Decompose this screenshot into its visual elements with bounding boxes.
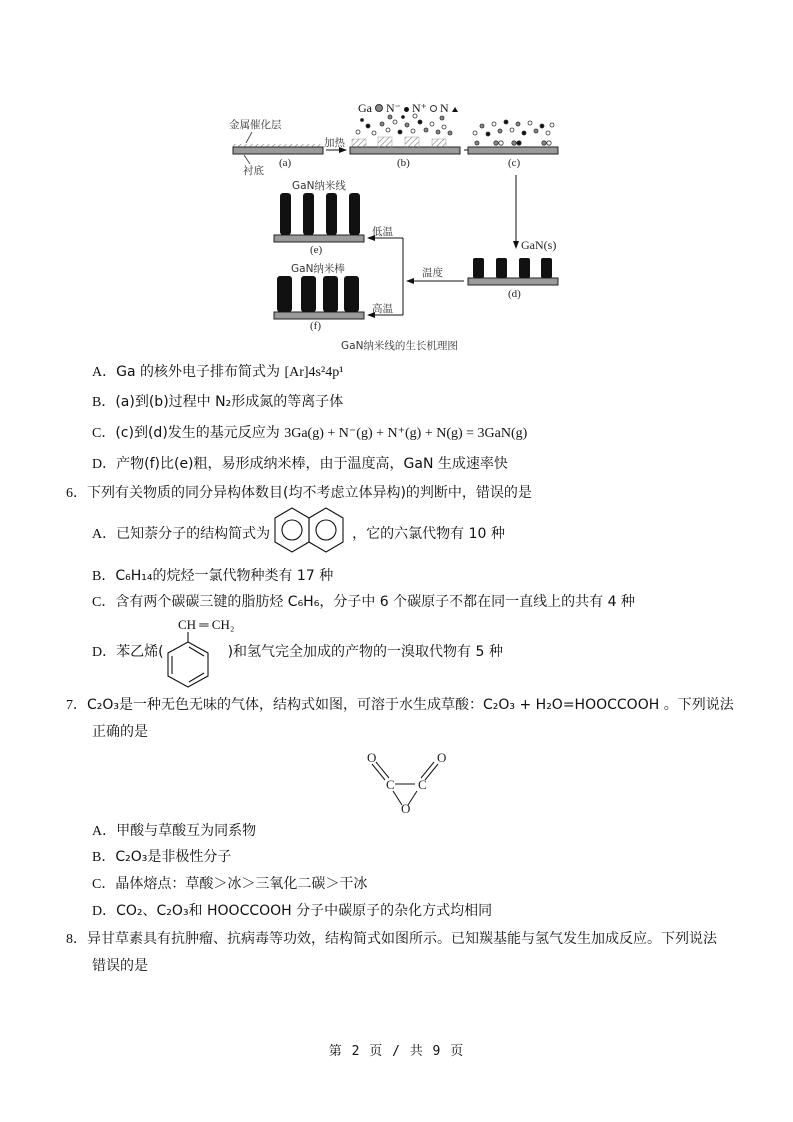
q7-option-c: C．晶体熔点：草酸＞冰＞三氧化二碳＞干冰 bbox=[92, 876, 368, 892]
atom-c-right: C bbox=[418, 777, 427, 792]
legend-n-minus: N⁻ bbox=[386, 101, 401, 115]
legend-ga: Ga bbox=[358, 101, 372, 115]
low-temp-label: 低温 bbox=[372, 226, 393, 238]
atom-o-bottom: O bbox=[401, 801, 411, 816]
q5-option-b: B．(a)到(b)过程中 N₂形成氮的等离子体 bbox=[92, 394, 344, 410]
plasma-particles-b bbox=[356, 114, 452, 135]
q7-option-b: B．C₂O₃是非极性分子 bbox=[92, 849, 232, 865]
gan-solid-label: GaN(s) bbox=[521, 238, 557, 252]
stage-d-label: (d) bbox=[508, 288, 521, 300]
stage-b-label: (b) bbox=[397, 157, 410, 169]
q7-option-d: D．CO₂、C₂O₃和 HOOCCOOH 分子中碳原子的杂化方式均相同 bbox=[92, 903, 493, 919]
figure-caption: GaN纳米线的生长机理图 bbox=[341, 340, 458, 352]
q7-option-a: A．甲酸与草酸互为同系物 bbox=[92, 823, 257, 839]
nanorod-label: GaN纳米棒 bbox=[291, 263, 345, 275]
temperature-label: 温度 bbox=[422, 267, 443, 279]
page-number-footer: 第 2 页 / 共 9 页 bbox=[328, 1044, 465, 1059]
catalyst-layer-label: 金属催化层 bbox=[229, 119, 282, 131]
styrene-substituent: CH ═ CH₂ bbox=[178, 617, 235, 632]
q6-stem: 6．下列有关物质的同分异构体数目(均不考虑立体异构)的判断中，错误的是 bbox=[66, 485, 532, 501]
atom-o-left: O bbox=[367, 750, 377, 765]
q5-option-a: A．Ga 的核外电子排布简式为 [Ar]4s²4p¹ bbox=[92, 364, 344, 380]
stage-a-label: (a) bbox=[279, 157, 292, 169]
plasma-particles-c bbox=[473, 120, 554, 145]
stage-e-label: (e) bbox=[310, 244, 323, 256]
styrene-structure bbox=[158, 632, 218, 692]
atom-c-left: C bbox=[386, 777, 395, 792]
stage-f-label: (f) bbox=[310, 320, 321, 332]
high-temp-label: 高温 bbox=[372, 303, 393, 315]
nanowire-label: GaN纳米线 bbox=[292, 180, 346, 192]
particle-legend bbox=[358, 101, 458, 116]
q6-option-d: D．苯乙烯( )和氢气完全加成的产物的一溴取代物有 5 种 bbox=[92, 644, 503, 660]
q6-option-c: C．含有两个碳碳三键的脂肪烃 C₆H₆，分子中 6 个碳原子不都在同一直线上的共有 4 种 bbox=[92, 594, 635, 610]
gan-diagram-graphics bbox=[0, 0, 793, 360]
q6-option-a: A．已知萘分子的结构简式为 ，它的六氯代物有 10 种 bbox=[92, 526, 505, 542]
naphthalene-structure bbox=[272, 505, 352, 561]
q8-stem-line2: 错误的是 bbox=[92, 958, 148, 974]
stage-c-label: (c) bbox=[508, 157, 521, 169]
q7-stem-line1: 7．C₂O₃是一种无色无味的气体，结构式如图，可溶于水生成草酸：C₂O₃ + H₂O=HOOCCOOH 。下列说法 bbox=[66, 697, 734, 713]
q7-stem-line2: 正确的是 bbox=[92, 724, 148, 740]
heat-label: 加热 bbox=[324, 137, 345, 149]
q5-option-c: C．(c)到(d)发生的基元反应为 3Ga(g) + N⁻(g) + N⁺(g) + N(g) = 3GaN(g) bbox=[92, 425, 528, 441]
q5-option-d: D．产物(f)比(e)粗，易形成纳米棒，由于温度高，GaN 生成速率快 bbox=[92, 456, 508, 472]
legend-n: N bbox=[440, 101, 449, 115]
legend-n-plus: N⁺ bbox=[412, 101, 427, 115]
atom-o-right: O bbox=[437, 750, 447, 765]
substrate-label: 衬底 bbox=[243, 165, 264, 177]
q6-option-b: B．C₆H₁₄的烷烃一氯代物种类有 17 种 bbox=[92, 568, 334, 584]
q8-stem-line1: 8．异甘草素具有抗肿瘤、抗病毒等功效，结构简式如图所示。已知羰基能与氢气发生加成反应。下列说法 bbox=[66, 931, 717, 947]
